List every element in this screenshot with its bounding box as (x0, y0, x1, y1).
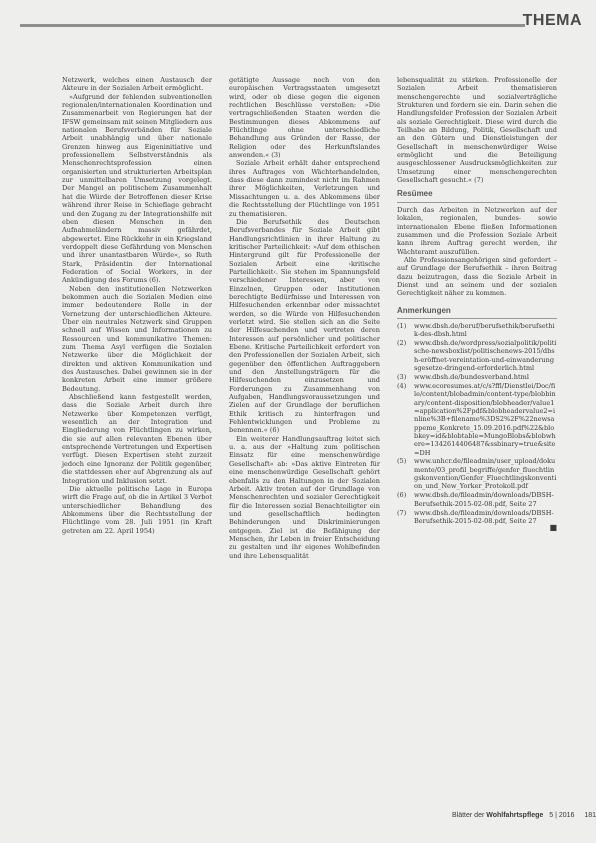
note-url[interactable]: www.dbsh.de/beruf/berufsethik/berufsethik-des-dbsh.html (414, 321, 555, 339)
section-title: THEMA (522, 12, 582, 29)
paragraph: Ein weiterer Handlungsauftrag leitet sich u. a. aus der »Haltung zum politischen Einsatz für eine menschenwürdige Gesellschaft« ab: »Das aktive Eintreten für eine menschenwürdige Gesellschaft gehört ebenfalls zu den Haltungen in der Sozialen Arbeit. Aktiv treten auf der Grundlage von Menschenrechten und sozialer Gerechtigkeit für die Interessen sozial Benachteiligter ein und gesellschaftlich bedingten Behinderungen und Diskriminierungen entgegen. Ziel ist die Befähigung der Menschen, ihr Leben in freier Entscheidung zu gestalten und ihr eigenes Wohlbefinden und ihre Lebensqualität (229, 434, 380, 560)
text-column-3 (397, 76, 557, 532)
header-rule (20, 24, 525, 27)
text-column-2 (229, 76, 380, 560)
note-item (397, 457, 557, 490)
note-url[interactable]: www.dbsh.de/wordpress/sozialpolitik/politische-newsboxlist/politischenews-2015/dbsh-eröffnet-vereintation-und-einwanderungsgesetze-dringend-erforderlich.html (414, 339, 557, 373)
summary-paragraph: Durch das Arbeiten in Netzwerken auf der lokalen, regionalen, bundes- sowie internationalen Ebene fließen Informationen zusammen und die Profession Soziale Arbeit kann ihrem Auftrag gerecht werden, ihr Wächteramt auszufüllen. (397, 205, 557, 256)
journal-prefix: Blätter der (452, 812, 485, 819)
paragraph: Soziale Arbeit erhält daher entsprechend ihres Auftrages von Wächterhandelnden, dass diese dann zumindest nicht im Rahmen ihrer Möglichkeiten, Verletzungen und Missachtungen u. a. des Abkommens über die Rechtsstellung der Flüchtlinge von 1951 zu thematisieren. (229, 159, 380, 218)
text-column-1 (62, 76, 212, 535)
note-number: (4) (397, 381, 407, 390)
note-item (397, 491, 557, 508)
notes-list (397, 322, 557, 525)
end-of-article-icon: ■ (549, 522, 557, 532)
note-number: (1) (397, 321, 407, 330)
paragraph: Abschließend kann festgestellt werden, dass die Soziale Arbeit durch ihre Netzwerke über Kompetenzen verfügt, wesentlich an der Integration und Eingliederung von Flüchtlingen zu wirken, die sie auf allen relevanten Ebenen über entsprechende Vertretungen und Expertisen verfügt. Diesen Expertisen steht zurzeit jedoch eine Ignoranz der Politik gegenüber, die stattdessen eher auf Abgrenzung als auf Integration und Inklusion setzt. (62, 393, 212, 485)
summary-paragraph: Alle Professionsangehörigen sind gefordert – auf Grundlage der Berufsethik – ihren Beitrag dazu beizutragen, dass die Soziale Arbeit in Dienst und an seinem und der sozialen Gerechtigkeit näher zu kommen. (397, 255, 557, 298)
paragraph: »Aufgrund der fehlenden subventionellen regionalen/internationalen Koordination und Zusammenarbeit von Regierungen hat der IFSW gemeinsam mit seinen Mitgliedern aus nationalen Berufsverbänden für Soziale Arbeit unabhängig und über nationale Grenzen hinweg aus Eigeninitiative und professionellem Selbstverständnis als Menschenrechtsprofession einen organisierten und strukturierten Arbeitsplan zur unmittelbaren Umsetzung vorgelegt. Der Mangel an politischem Zusammenhalt hat die Würde der Betroffenen dieser Krise während ihrer Reise in Schieflage gebracht und den Zugang zu der Integrationshilfe mit eben diesen Menschen in den Aufnahmeländern massiv gefährdet, abgewertet. Eine Rückkehr in ein Kriegsland verdoppelt diese Gefährdung von Menschen und ihrer unantastbaren Würde«, so Ruth Stark, Präsidentin der International Federation of Social Workers, in der Ankündigung des Forums (6). (62, 92, 212, 285)
note-item (397, 509, 557, 526)
paragraph: Netzwerk, welches einen Austausch der Akteure in der Sozialen Arbeit ermöglicht. (62, 76, 212, 93)
note-url[interactable]: www.unhcr.de/fileadmin/user_upload/dokumente/03_profil_begriffe/genfer_fluechtlingskonvention/Genfer_Fluechtlingskonvention_und_New_Yorker_Protokoll.pdf (414, 457, 557, 491)
paragraph: Die aktuelle politische Lage in Europa wirft die Frage auf, ob die in Artikel 3 Verbot unterschiedlicher Behandlung des Abkommens über die Rechtsstellung der Flüchtlinge vom 28. Juli 1951 (in Kraft getreten am 22. April 1954) (62, 484, 212, 535)
notes-heading: Anmerkungen (397, 307, 557, 319)
note-number: (2) (397, 339, 407, 348)
paragraph: Neben den institutionellen Netzwerken bekommen auch die Sozialen Medien eine immer bedeutendere Rolle in der Vernetzung der unterschiedlichen Akteure. Über ein neutrales Netzwerk sind Gruppen schnell auf Wissen und Informationen zu Ressourcen und kommunikative Themen: zum Thema Asyl verfügen die Sozialen Netzwerke über die Möglichkeit der direkten und aktiven Kommunikation und des Austausches. Dabei gewinnen sie in der konkreten Arbeit eine immer größere Bedeutung. (62, 284, 212, 393)
issue-number: 5 | 2016 (549, 812, 575, 819)
page-number: 181 (584, 812, 596, 819)
paragraph: getätigte Aussage noch von den europäischen Vertragsstaaten umgesetzt wird, oder ob diese gegen die eigenen rechtlichen Beschlüsse verstoßen: »Die vertragschließenden Staaten werden die Bestimmungen dieses Abkommens auf Flüchtlinge ohne unterschiedliche Behandlung aus Gründen der Rasse, der Religion oder des Herkunftslandes anwenden.« (3) (229, 76, 380, 160)
note-url[interactable]: www.dbsh.de/fileadmin/downloads/DBSH-Berufsethik-2015-02-08.pdf, Seite 27 (414, 508, 554, 525)
note-url[interactable]: www.dbsh.de/bundesverband.html (414, 373, 529, 381)
page-footer (452, 812, 596, 819)
note-url[interactable]: www.dbsh.de/fileadmin/downloads/DBSH-Berufsethik-2015-02-08.pdf, Seite 27 (414, 491, 554, 508)
paragraph: Die Berufsethik des Deutschen Berufsverbandes für Soziale Arbeit gibt Handlungsrichtlinien in ihrer Haltung zu kritischer Parteilichkeit: »Auf dem ethischen Hintergrund gilt für Professionelle der Sozialen Arbeit eine ›kritische Parteilichkeit‹. Sie stehen im Spannungsfeld verschiedener Interessen, aber von Einzelnen, Gruppen oder Institutionen berechtigte Bedürfnisse und Interessen von Hilfesuchenden erkennbar oder missachtet werden, so die Würde von Hilfesuchenden verletzt wird. Sie stellen sich an die Seite der Hilfesuchenden und vertreten deren Interessen auf persönlicher und politischer Ebene. Kritische Parteilichkeit erfordert von den Professionellen der Sozialen Arbeit, sich gegenüber den öffentlichen Auftraggebern und den Anstellungsträgern für die Hilfesuchenden einzusetzen und Forderungen zu Zusammenhang von Aufgaben, Handlungsvoraussetzungen und Zielen auf der Grundlage der beruflichen Ethik kritisch zu hinterfragen und Fehlentwicklungen und Probleme zu benennen.« (6) (229, 217, 380, 435)
note-item (397, 322, 557, 339)
note-number: (5) (397, 457, 407, 466)
note-item (397, 373, 557, 381)
note-url[interactable]: www.ecoresumes.at/c/s?ffl/Dienstlei/Doc/file/content/blobadmin/content-type/blobbinary/content-disposition/blobheader/value1=application%2Fpdf&blobheadervalue2=inline%3B+filename%3DS2%2F%22newsappeme_Konkrete_15.09.2016.pdf%22&blobkey=id&blobtable=MungoBlobs&blobwhere=1342614406487&ssbinary=true&site=DH (414, 381, 556, 457)
note-number: (7) (397, 508, 407, 517)
note-item (397, 382, 557, 457)
note-number: (6) (397, 491, 407, 500)
note-item (397, 339, 557, 372)
paragraph: lebensqualität zu stärken. Professionelle der Sozialen Arbeit thematisieren menschengerechte und sozialverträgliche Strukturen und fordern sie ein. Darin sehen die Handlungsfelder Profession der Sozialen Arbeit als soziale Gerechtigkeit. Diese wird durch die Teilhabe an Bildung, Politik, Gesellschaft und an den Gütern und Dienstleistungen der Gesellschaft in menschenwürdiger Weise ermöglicht und die Beteiligung ausgeschlossener Ausdrucksmöglichkeiten zur Umsetzung einer menschengerechten Gesellschaft gesucht.« (7) (397, 76, 557, 185)
note-number: (3) (397, 373, 407, 381)
summary-heading: Resümee (397, 190, 557, 202)
journal-name: Wohlfahrtspflege (486, 812, 544, 819)
